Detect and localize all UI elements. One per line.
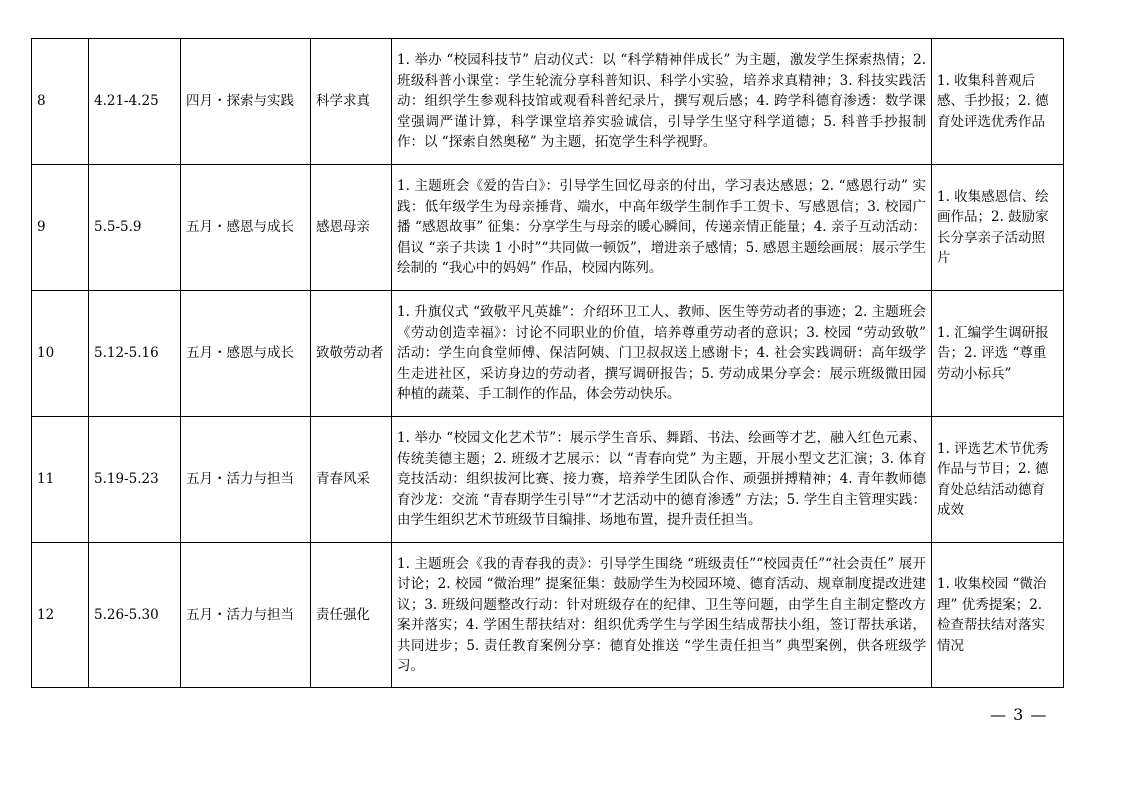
expected-result-cell: 1. 评选艺术节优秀作品与节目；2. 德育处总结活动德育成效: [932, 417, 1064, 543]
monthly-theme-cell: 五月・感恩与成长: [181, 165, 311, 291]
week-number-cell: 12: [32, 543, 89, 688]
monthly-theme-cell: 五月・活力与担当: [181, 543, 311, 688]
monthly-theme-cell: 五月・活力与担当: [181, 417, 311, 543]
activity-content-text: 1. 主题班会《我的青春我的责》：引导学生围绕 “班级责任”“校园责任”“社会责任” 展开讨论；2. 校园 “微治理” 提案征集：鼓励学生为校园环境、德育活动、规章制度提改进建议；3. 班级问题整改行动：针对班级存在的纪律、卫生等问题，由学生自主制定整改方案并落实；4. 学困生帮扶结对：组织优秀学生与学困生结成帮扶小组，签订帮扶承诺，共同进步；5. 责任教育案例分享：德育处推送 “学生责任担当” 典型案例，供各班级学习。: [397, 555, 926, 674]
table-row: [32, 291, 1064, 417]
activity-content-text: 1. 升旗仪式 “致敬平凡英雄”：介绍环卫工人、教师、医生等劳动者的事迹；2. 主题班会《劳动创造幸福》：讨论不同职业的价值，培养尊重劳动者的意识；3. 校园 “劳动致敬” 活动：学生向食堂师傅、保洁阿姨、门卫叔叔送上感谢卡；4. 社会实践调研：高年级学生走进社区，采访身边的劳动者，撰写调研报告；5. 劳动成果分享会：展示班级微田园种植的蔬菜、手工制作的作品，体会劳动快乐。: [397, 304, 926, 403]
expected-result-cell: 1. 收集科普观后感、手抄报；2. 德育处评选优秀作品: [932, 39, 1064, 165]
expected-result-cell: 1. 汇编学生调研报告；2. 评选 “尊重劳动小标兵”: [932, 291, 1064, 417]
activity-content-text: 1. 举办 “校园科技节” 启动仪式：以 “科学精神伴成长” 为主题，激发学生探索热情；2. 班级科普小课堂：学生轮流分享科普知识、科学小实验，培养求真精神；3. 科技实践活动：组织学生参观科技馆或观看科普纪录片，撰写观后感；4. 跨学科德育渗透：数学课堂强调严谨计算，科学课堂培养实验诚信，引导学生坚守科学道德；5. 科普手抄报制作：以 “探索自然奥秘” 为主题，拓宽学生科学视野。: [397, 52, 926, 151]
activity-content-cell: [392, 291, 932, 417]
week-number-cell: 11: [32, 417, 89, 543]
date-range-cell: 5.5-5.9: [89, 165, 181, 291]
date-range-cell: 5.26-5.30: [89, 543, 181, 688]
weekly-theme-cell: 责任强化: [311, 543, 392, 688]
table-row: [32, 39, 1064, 165]
activity-content-cell: [392, 417, 932, 543]
activity-content-cell: [392, 39, 932, 165]
date-range-cell: 5.19-5.23: [89, 417, 181, 543]
expected-result-cell: 1. 收集感恩信、绘画作品；2. 鼓励家长分享亲子活动照片: [932, 165, 1064, 291]
page-number: — 3 —: [990, 705, 1048, 724]
weekly-theme-cell: 感恩母亲: [311, 165, 392, 291]
monthly-theme-cell: 五月・感恩与成长: [181, 291, 311, 417]
table-row: [32, 417, 1064, 543]
weekly-theme-cell: 科学求真: [311, 39, 392, 165]
activity-content-cell: [392, 543, 932, 688]
week-number-cell: 9: [32, 165, 89, 291]
weekly-theme-cell: 致敬劳动者: [311, 291, 392, 417]
weekly-theme-cell: 青春风采: [311, 417, 392, 543]
activity-content-text: 1. 举办 “校园文化艺术节”：展示学生音乐、舞蹈、书法、绘画等才艺，融入红色元素、传统美德主题；2. 班级才艺展示：以 “青春向党” 为主题，开展小型文艺汇演；3. 体育竞技活动：组织拔河比赛、接力赛，培养学生团队合作、顽强拼搏精神；4. 青年教师德育沙龙：交流 “青春期学生引导”“才艺活动中的德育渗透” 方法；5. 学生自主管理实践：由学生组织艺术节班级节目编排、场地布置，提升责任担当。: [397, 430, 926, 529]
week-number-cell: 8: [32, 39, 89, 165]
activity-content-text: 1. 主题班会《爱的告白》：引导学生回忆母亲的付出，学习表达感恩；2. “感恩行动” 实践：低年级学生为母亲捶背、端水，中高年级学生制作手工贺卡、写感恩信；3. 校园广播 “感恩故事” 征集：分享学生与母亲的暖心瞬间，传递亲情正能量；4. 亲子互动活动：倡议 “亲子共读 1 小时”“共同做一顿饭”，增进亲子感情；5. 感恩主题绘画展：展示学生绘制的 “我心中的妈妈” 作品，校园内陈列。: [397, 178, 926, 277]
date-range-cell: 5.12-5.16: [89, 291, 181, 417]
expected-result-cell: 1. 收集校园 “微治理” 优秀提案；2. 检查帮扶结对落实情况: [932, 543, 1064, 688]
activity-content-cell: [392, 165, 932, 291]
monthly-theme-cell: 四月・探索与实践: [181, 39, 311, 165]
table-row: [32, 165, 1064, 291]
date-range-cell: 4.21-4.25: [89, 39, 181, 165]
activity-plan-table: [31, 38, 1064, 688]
table-row: [32, 543, 1064, 688]
week-number-cell: 10: [32, 291, 89, 417]
